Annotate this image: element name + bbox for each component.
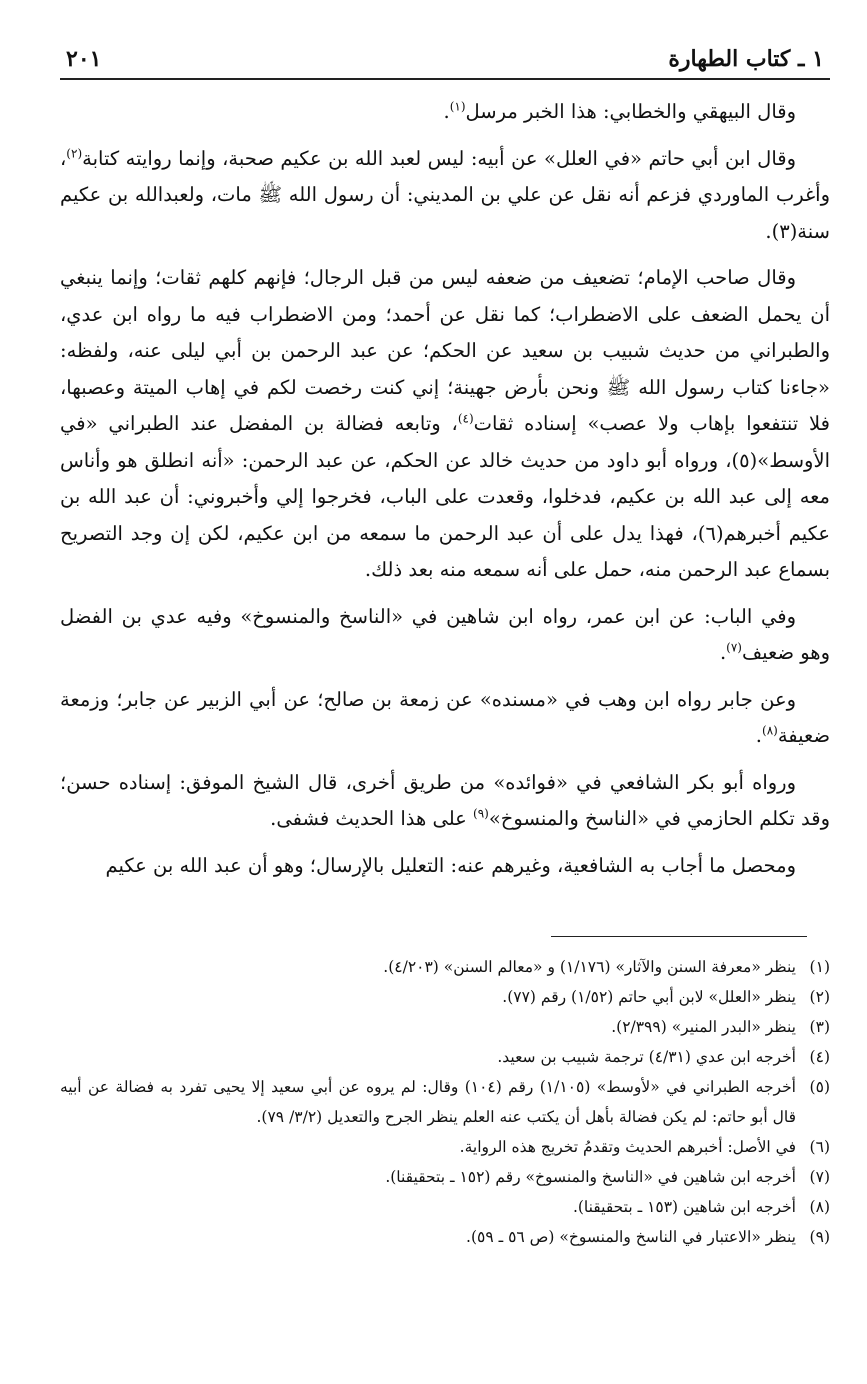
footnote-separator [551,936,807,937]
footnote-ref: (١) [449,99,466,114]
footnote-number: (٢) [809,988,830,1006]
paragraph: ومحصل ما أجاب به الشافعية، وغيرهم عنه: التعليل بالإرسال؛ وهو أن عبد الله بن عكيم [105,853,796,877]
footnote-text: أخرجه ابن شاهين في «الناسخ والمنسوخ» رقم (١٥٢ ـ بتحقيقنا). [385,1168,796,1186]
footnote-number: (٥) [809,1078,830,1096]
paragraph: ورواه أبو بكر الشافعي في «فوائده» من طريق أخرى، قال الشيخ الموفق: إسناده حسن؛ وقد تكلم الحازمي في «الناسخ والمنسوخ»$^{(٩)}$ على هذا الحديث فشفى. [60,770,830,830]
footnote-number: (١) [809,958,830,976]
footnote [60,1072,830,1132]
footnote [60,1192,830,1222]
footnote-number: (٣) [809,1018,830,1036]
footnote-text: ينظر «معرفة السنن والآثار» (١/١٧٦) و «معالم السنن» (٤/٢٠٣). [383,958,796,976]
main-text [60,94,830,884]
footnote-ref: (٧) [726,640,742,655]
footnote-text: أخرجه الطبراني في «لأوسط» (١/١٠٥) رقم (١٠٤) وقال: لم يروه عن أبي سعيد إلا يحيى تفرد به فضالة عن أبيه قال أبو حاتم: لم يكن فضالة بأهل أن يكتب عنه العلم ينظر الجرح والتعديل (٣/٢/ ٧٩). [60,1078,796,1126]
footnote-number: (٩) [809,1228,830,1246]
paragraph: وفي الباب: عن ابن عمر، رواه ابن شاهين في «الناسخ والمنسوخ» وفيه عدي بن الفضل وهو ضعيف$^{(٧)}$. [60,604,830,664]
footnote-ref: (٨) [762,723,778,738]
footnote-text: أخرجه ابن عدي (٤/٣١) ترجمة شبيب بن سعيد. [497,1048,796,1066]
footnote-number: (٨) [809,1198,830,1216]
paragraph: وقال البيهقي والخطابي: هذا الخبر مرسل$^{(١)}$. [443,99,796,123]
chapter-title: ١ ـ كتاب الطهارة [668,46,824,72]
footnote-text: ينظر «العلل» لابن أبي حاتم (١/٥٢) رقم (٧٧). [502,988,796,1006]
paragraph: وقال صاحب الإمام؛ تضعيف من ضعفه ليس من قبل الرجال؛ فإنهم كلهم ثقات؛ وإنما ينبغي أن يحمل الضعف على الاضطراب؛ كما نقل عن أحمد؛ ومن الاضطراب فيه ما رواه ابن عدي، والطبراني من حديث شبيب بن سعيد عن الحكم؛ عن عبد الرحمن بن أبي ليلى عنه، ولفظه: «جاءنا كتاب رسول الله ﷺ ونحن بأرض جهينة؛ إني كنت رخصت لكم في إهاب الميتة وعصبها، فلا تنتفعوا بإهاب ولا عصب» إسناده ثقات$^{(٤)}$، وتابعه فضالة بن المفضل عند الطبراني «في الأوسط»(٥)، ورواه أبو داود من حديث خالد عن الحكم، عن عبد الرحمن: «أنه انطلق هو وأناس معه إلى عبد الله بن عكيم، فدخلوا، وقعدت على الباب، فخرجوا إلي وأخبروني: أن عبد الله بن عكيم أخبرهم(٦)، فهذا يدل على أن عبد الرحمن ما سمعه من ابن عكيم، لكن إن وجد التصريح بسماع عبد الرحمن منه، حمل على أنه سمعه منه بعد ذلك. [60,266,831,581]
footnote [60,1042,830,1072]
footnote-number: (٦) [809,1138,830,1156]
footnote [60,1162,830,1192]
running-header [60,38,830,80]
footnote-ref: (٤) [457,411,474,426]
paragraph: وقال ابن أبي حاتم «في العلل» عن أبيه: ليس لعبد الله بن عكيم صحبة، وإنما روايته كتابة$^{(٢)}$، وأغرب الماوردي فزعم أنه نقل عن علي بن المديني: أن رسول الله ﷺ مات، ولعبدالله بن عكيم سنة(٣). [60,146,830,243]
page-number: ٢٠١ [66,46,102,72]
footnotes [60,952,830,1252]
footnote-number: (٤) [809,1048,830,1066]
footnote [60,952,830,982]
footnote-text: أخرجه ابن شاهين (١٥٣ ـ بتحقيقنا). [572,1198,796,1216]
footnote-text: في الأصل: أخبرهم الحديث وتقدمُ تخريج هذه الرواية. [459,1138,796,1156]
footnote-ref: (٢) [66,146,83,160]
footnote-number: (٧) [809,1168,830,1186]
page [60,38,830,894]
paragraph: وعن جابر رواه ابن وهب في «مسنده» عن زمعة بن صالح؛ عن أبي الزبير عن جابر؛ وزمعة ضعيفة$^{(٨)}$. [60,687,830,747]
footnote-ref: (٩) [473,806,489,821]
footnote [60,1012,830,1042]
footnote [60,1132,830,1162]
footnote [60,982,830,1012]
footnote-text: ينظر «الاعتبار في الناسخ والمنسوخ» (ص ٥٦ ـ ٥٩). [466,1228,796,1246]
footnote-text: ينظر «البدر المنير» (٢/٣٩٩). [611,1018,796,1036]
footnote [60,1222,830,1252]
